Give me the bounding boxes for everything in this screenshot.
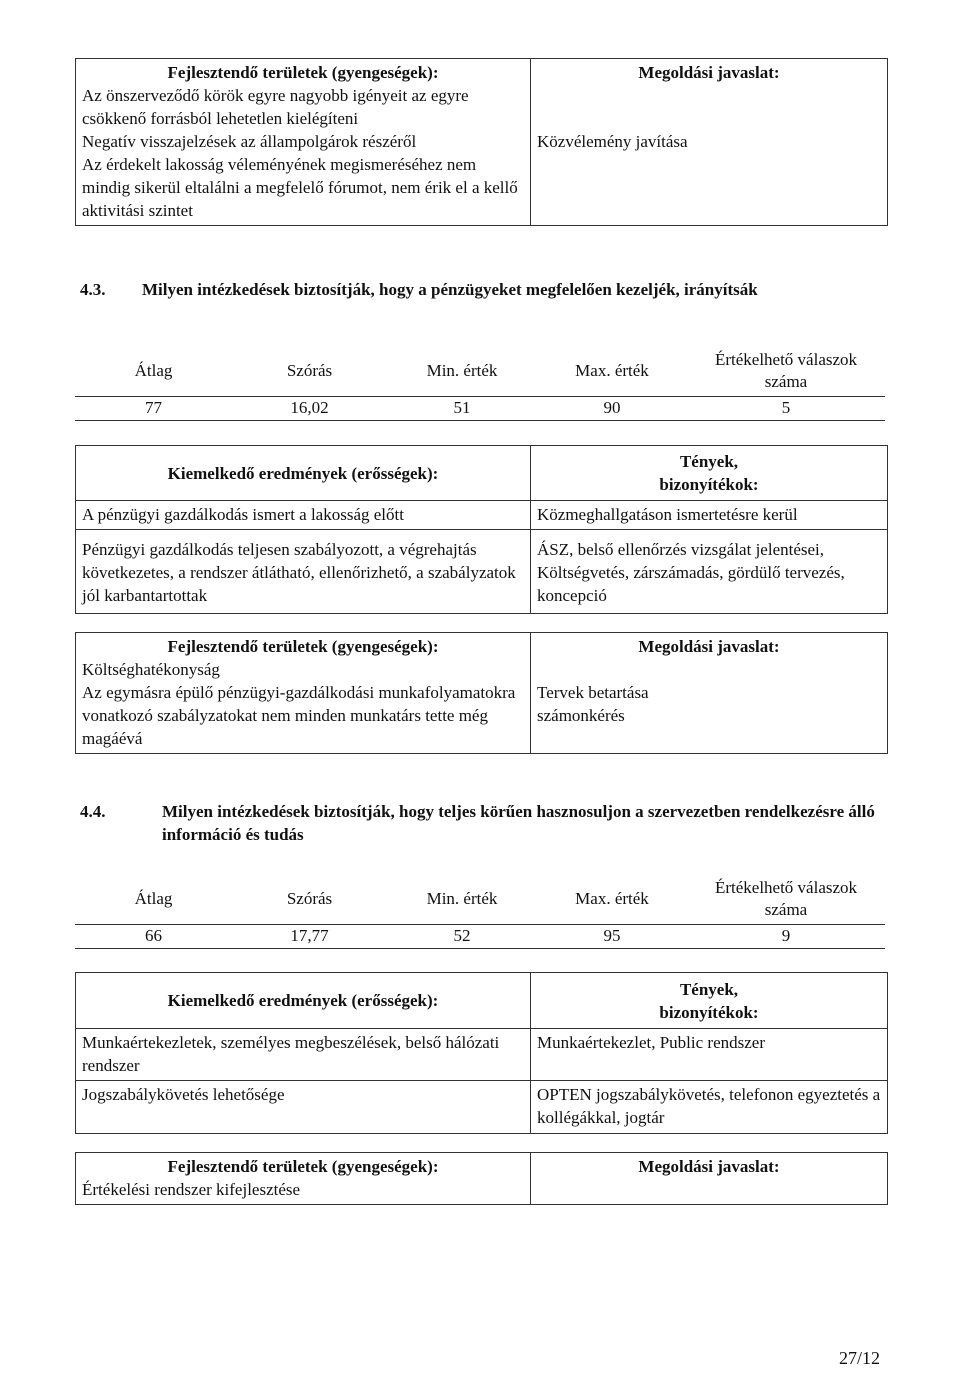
strength-item: A pénzügyi gazdálkodás ismert a lakosság előtt bbox=[76, 501, 531, 530]
evidence-header: Tények, bizonyítékok: bbox=[531, 973, 888, 1029]
stats-header: Min. érték bbox=[387, 874, 537, 924]
stats-header: Max. érték bbox=[537, 346, 687, 396]
solution-header: Megoldási javaslat: bbox=[638, 63, 780, 82]
solution-header: Megoldási javaslat: bbox=[638, 1157, 780, 1176]
weakness-cell-left bbox=[76, 59, 531, 226]
stats-header: Min. érték bbox=[387, 346, 537, 396]
solution-cell-right bbox=[531, 633, 888, 754]
stats-value: 52 bbox=[387, 924, 537, 948]
weakness-header: Fejlesztendő területek (gyengeségek): bbox=[167, 637, 439, 656]
weakness-cell-left bbox=[76, 1153, 531, 1205]
strengths-header: Kiemelkedő eredmények (erősségek): bbox=[76, 973, 531, 1029]
stats-value: 90 bbox=[537, 396, 687, 420]
weakness-table-4-4 bbox=[75, 1152, 888, 1205]
stats-table-4-3 bbox=[75, 346, 885, 421]
stats-value: 95 bbox=[537, 924, 687, 948]
strengths-header: Kiemelkedő eredmények (erősségek): bbox=[76, 446, 531, 501]
weakness-cell-left bbox=[76, 633, 531, 754]
solution-item: Tervek betartása bbox=[537, 683, 649, 702]
evidence-item: ÁSZ, belső ellenőrzés vizsgálat jelentései, Költségvetés, zárszámadás, gördülő tervezés, koncepció bbox=[531, 530, 888, 614]
strengths-table-4-4 bbox=[75, 972, 888, 1134]
evidence-header: Tények, bizonyítékok: bbox=[531, 446, 888, 501]
stats-value: 51 bbox=[387, 396, 537, 420]
weakness-item: Az egymásra épülő pénzügyi-gazdálkodási munkafolyamatokra vonatkozó szabályzatokat nem minden munkatárs tette még magáévá bbox=[82, 683, 516, 748]
weakness-table-4-3 bbox=[75, 632, 888, 754]
weakness-item: Értékelési rendszer kifejlesztése bbox=[82, 1180, 301, 1199]
evidence-item: OPTEN jogszabálykövetés, telefonon egyeztetés a kollégákkal, jogtár bbox=[531, 1081, 888, 1134]
section-heading-4-4 bbox=[80, 800, 880, 846]
weakness-item: Az érdekelt lakosság véleményének megismeréséhez nem mindig sikerül eltalálni a megfelelő fórumot, nem érik el a kellő aktivitási szintet bbox=[82, 155, 518, 220]
section-title: Milyen intézkedések biztosítják, hogy a pénzügyeket megfelelően kezeljék, irányítsák bbox=[142, 280, 758, 299]
stats-header: Értékelhető válaszok száma bbox=[687, 346, 885, 396]
stats-header: Max. érték bbox=[537, 874, 687, 924]
stats-value: 16,02 bbox=[232, 396, 387, 420]
section-number: 4.3. bbox=[80, 280, 106, 299]
stats-value: 66 bbox=[75, 924, 232, 948]
stats-table-4-4 bbox=[75, 874, 885, 949]
strength-item: Pénzügyi gazdálkodás teljesen szabályozott, a végrehajtás következetes, a rendszer átlátható, ellenőrizhető, a szabályzatok jól karbantartottak bbox=[76, 530, 531, 614]
weakness-item: Költséghatékonyság bbox=[82, 660, 220, 679]
stats-header: Átlag bbox=[75, 874, 232, 924]
solution-header: Megoldási javaslat: bbox=[638, 637, 780, 656]
solution-cell-right bbox=[531, 1153, 888, 1205]
solution-cell-right bbox=[531, 59, 888, 226]
stats-header: Átlag bbox=[75, 346, 232, 396]
weakness-header: Fejlesztendő területek (gyengeségek): bbox=[167, 1157, 439, 1176]
stats-header: Szórás bbox=[232, 346, 387, 396]
stats-header: Szórás bbox=[232, 874, 387, 924]
stats-value: 5 bbox=[687, 396, 885, 420]
weakness-item: Az önszerveződő körök egyre nagyobb igényeit az egyre csökkenő forrásból lehetetlen kielégíteni bbox=[82, 86, 469, 128]
section-heading-4-3 bbox=[80, 278, 880, 301]
stats-value: 77 bbox=[75, 396, 232, 420]
stats-value: 9 bbox=[687, 924, 885, 948]
weakness-header: Fejlesztendő területek (gyengeségek): bbox=[167, 63, 439, 82]
strengths-table-4-3 bbox=[75, 445, 888, 614]
stats-value: 17,77 bbox=[232, 924, 387, 948]
section-title: Milyen intézkedések biztosítják, hogy teljes körűen hasznosuljon a szervezetben rendelkezésre álló információ és tudás bbox=[162, 802, 875, 844]
evidence-item: Közmeghallgatáson ismertetésre kerül bbox=[531, 501, 888, 530]
evidence-item: Munkaértekezlet, Public rendszer bbox=[531, 1029, 888, 1081]
strength-item: Jogszabálykövetés lehetősége bbox=[76, 1081, 531, 1134]
section-number: 4.4. bbox=[80, 802, 106, 821]
solution-item: Közvélemény javítása bbox=[537, 132, 688, 151]
weakness-table-top bbox=[75, 58, 888, 226]
strength-item: Munkaértekezletek, személyes megbeszélések, belső hálózati rendszer bbox=[76, 1029, 531, 1081]
weakness-item: Negatív visszajelzések az állampolgárok részéről bbox=[82, 132, 417, 151]
stats-header: Értékelhető válaszok száma bbox=[687, 874, 885, 924]
page-number: 27/12 bbox=[838, 1348, 880, 1368]
solution-item: számonkérés bbox=[537, 706, 625, 725]
